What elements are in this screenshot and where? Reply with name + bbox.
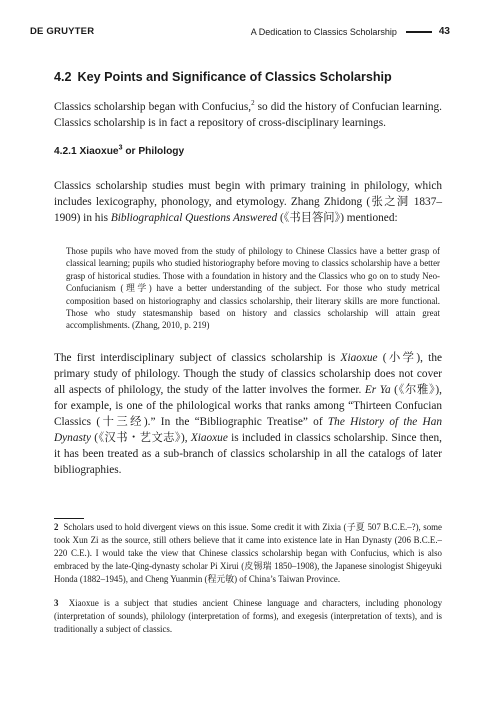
page-number: 43 [438,26,450,37]
footnote-number: 3 [54,598,59,608]
paragraph-text: (小学), the primary study of philology. Though the study of classics scholarship does not cover all aspects of philology, the study of the latter involves the former. [54,352,442,396]
subsection-heading [54,146,184,157]
term: Er Ya [364,384,391,396]
running-header [30,26,450,42]
paragraph-text: Classics scholarship studies must begin with primary training in philology, which includes lexicography, phonology, and etymology. Zhang Zhidong (张之洞 1837–1909) in his [54,180,442,224]
paragraph-text: (《汉书・艺文志》), [91,432,191,444]
footnote-ref: 3 [118,144,123,152]
footnote-number: 2 [54,522,59,532]
paragraph-xiaoxue [54,350,442,478]
subsection-number: 4.2.1 [54,146,77,157]
paragraph-intro [54,99,442,131]
paragraph-text: so did the history of Confucian learning. Classics scholarship is in fact a repository of cross-disciplinary learnings. [54,101,442,129]
footnote-ref: 2 [251,99,255,108]
section-number: 4.2 [54,70,72,84]
block-quote: Those pupils who have moved from the study of philology to Chinese Classics have a better grasp of classical learning; pupils who studied historiography before moving to classics scholarship have a better grasp of historical studies. Those with a foundation in history and the Classics who go on to study Neo-Confucianism (理学) have a better understanding of the subject. For those who study metrical composition based on historiography and classics scholarship, their literary skills are more functional. Those who study statesmanship based on history and classics scholarship will attain great accomplishments. (Zhang, 2010, p. 219) [66,246,440,331]
paragraph-philology [54,178,442,226]
header-right [251,26,450,37]
section-heading [54,70,392,84]
publisher-name: DE GRUYTER [30,26,95,37]
paragraph-text: The first interdisciplinary subject of classics scholarship is [54,352,341,364]
subsection-title-a: Xiaoxue [79,146,119,157]
paragraph-text: Classics scholarship began with Confucius, [54,101,252,113]
header-rule [406,31,432,33]
section-title: Key Points and Significance of Classics Scholarship [77,70,392,84]
footnote [54,597,442,636]
book-title: The History of the Han Dynasty [54,416,442,444]
subsection-title-b: or Philology [122,146,185,157]
term: Xiaoxue [340,352,378,364]
footnote-rule [54,518,84,519]
footnote [54,521,442,586]
book-title: Bibliographical Questions Answered [110,212,278,224]
footnote-text: Scholars used to hold divergent views on this issue. Some credit it with Zixia (子夏 507 B.C.E.–?), some took Xun Zi as the source, still others believe that it came into existence late in Han Dynasty (206 B.C.E.–220 C.E.). I would take the view that Chinese classics scholarship began with Confucius, which is also embraced by the late-Qing-dynasty scholar Pi Xirui (皮锡瑞 1850–1908), the Japanese sinologist Shigeyuki Honda (1882–1945), and Cheng Yuanmin (程元敏) of China’s Taiwan Province. [54,522,442,584]
paragraph-text: (《尔雅》), for example, is one of the philological works that ranks among “Thirteen Confucian Classics (十三经).” In the “Bibliographic Treatise” of [54,384,442,428]
paragraph-text: (《书目答问》) mentioned: [277,212,398,224]
running-title: A Dedication to Classics Scholarship [250,26,397,37]
footnote-text: Xiaoxue is a subject that studies ancient Chinese language and characters, including phonology (interpretation of sounds), philology (interpretation of forms), and exegesis (interpretation of texts), and is traditionally a subject of classics. [54,598,443,634]
term: Xiaoxue [190,432,228,444]
paragraph-text: is included in classics scholarship. Since then, it has been treated as a sub-branch of classics scholarship in all the catalogs of later bibliographies. [54,432,442,476]
